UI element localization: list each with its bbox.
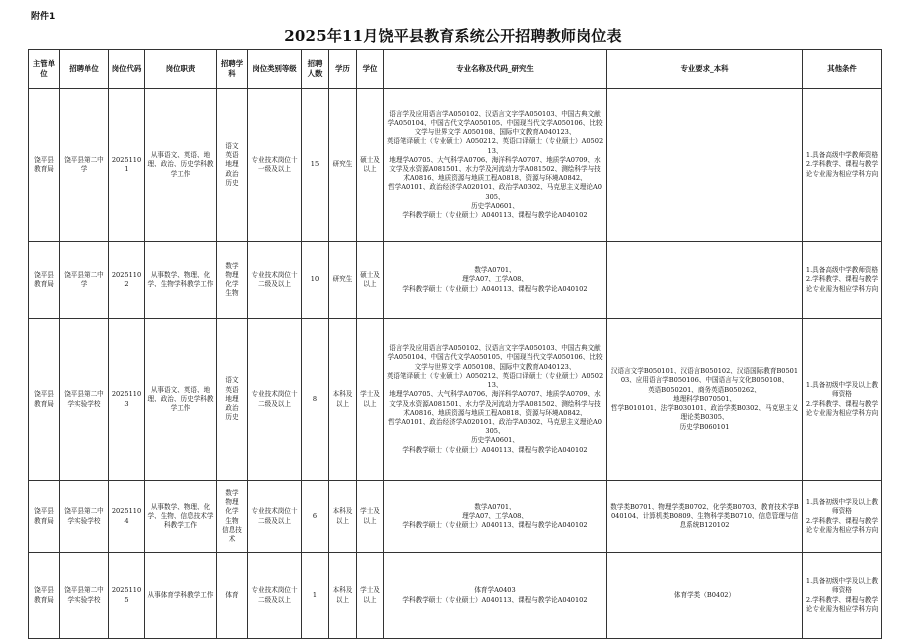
cell-degree: 硕士及以上 xyxy=(357,89,384,242)
cell-dept: 饶平县教育局 xyxy=(29,553,60,639)
cell-level: 专业技术岗位十二级及以上 xyxy=(248,553,302,639)
cell-count: 15 xyxy=(302,89,329,242)
cell-level: 专业技术岗位十二级及以上 xyxy=(248,242,302,319)
cell-edu: 研究生 xyxy=(329,242,357,319)
cell-grad-major: 数学A0701、 理学A07、工学A08、 学科教学硕士（专业硕士）A040113、课程与教学论A040102 xyxy=(384,481,607,553)
cell-level: 专业技术岗位十二级及以上 xyxy=(248,319,302,481)
table-row xyxy=(29,242,882,319)
cell-level: 专业技术岗位十二级及以上 xyxy=(248,481,302,553)
cell-dept: 饶平县教育局 xyxy=(29,481,60,553)
cell-other: 1.具备初级中学及以上教师资格 2.学科教学、课程与教学论专业需为相应学科方向 xyxy=(803,319,882,481)
cell-dept: 饶平县教育局 xyxy=(29,319,60,481)
cell-subject: 语文 英语 地理 政治 历史 xyxy=(217,89,248,242)
header-other: 其他条件 xyxy=(803,50,882,89)
cell-other: 1.具备初级中学及以上教师资格 2.学科教学、课程与教学论专业需为相应学科方向 xyxy=(803,553,882,639)
cell-count: 10 xyxy=(302,242,329,319)
table-row xyxy=(29,319,882,481)
cell-subject: 体育 xyxy=(217,553,248,639)
cell-count: 1 xyxy=(302,553,329,639)
cell-ug-major xyxy=(607,242,803,319)
cell-count: 6 xyxy=(302,481,329,553)
cell-subject: 数学 物理 化学 生物 xyxy=(217,242,248,319)
cell-grad-major: 语言学及应用语言学A050102、汉语言文字学A050103、中国古典文献学A050104、中国古代文学A050105、中国现当代文学A050106、比较文学与世界文学 A050108、国际中文教育A040123、 英语笔译硕士（专业硕士）A050212、英语口译硕士（专业硕士）A050213、 地理学A0705、大气科学A0706、海洋科学A0707、地质学A0709、水文学及水资源A081501、水力学及河流动力学A081502、测绘科学与技术A0816、地质资源与地质工程A0818、资源与环境A0842、 哲学A0101、政治经济学A020101、政治学A0302、马克思主义理论A0305、 历史学A0601、 学科教学硕士（专业硕士）A040113、课程与教学论A040102 xyxy=(384,319,607,481)
cell-degree: 学士及以上 xyxy=(357,319,384,481)
cell-dept: 饶平县教育局 xyxy=(29,89,60,242)
header-edu: 学历 xyxy=(329,50,357,89)
header-count: 招聘人数 xyxy=(302,50,329,89)
cell-duty: 从事数学、物理、化学、生物、信息技术学科教学工作 xyxy=(145,481,217,553)
cell-code: 20251104 xyxy=(109,481,145,553)
cell-unit: 饶平县第二中学实验学校 xyxy=(60,481,109,553)
header-level: 岗位类别等级 xyxy=(248,50,302,89)
cell-other: 1.具备高级中学教师资格 2.学科教学、课程与教学论专业需为相应学科方向 xyxy=(803,242,882,319)
cell-degree: 学士及以上 xyxy=(357,553,384,639)
header-subject: 招聘学科 xyxy=(217,50,248,89)
cell-grad-major: 语言学及应用语言学A050102、汉语言文字学A050103、中国古典文献学A050104、中国古代文学A050105、中国现当代文学A050106、比较文学与世界文学 A050108、国际中文教育A040123、 英语笔译硕士（专业硕士）A050212、英语口译硕士（专业硕士）A050213、 地理学A0705、大气科学A0706、海洋科学A0707、地质学A0709、水文学及水资源A081501、水力学及河流动力学A081502、测绘科学与技术A0816、地质资源与地质工程A0818、资源与环境A0842、 哲学A0101、政治经济学A020101、政治学A0302、马克思主义理论A0305、 历史学A0601、 学科教学硕士（专业硕士）A040113、课程与教学论A040102 xyxy=(384,89,607,242)
cell-edu: 本科及以上 xyxy=(329,319,357,481)
cell-ug-major xyxy=(607,89,803,242)
page-title: 2025年11月饶平县教育系统公开招聘教师岗位表 xyxy=(284,27,622,45)
cell-degree: 学士及以上 xyxy=(357,481,384,553)
cell-code: 20251103 xyxy=(109,319,145,481)
cell-code: 20251102 xyxy=(109,242,145,319)
cell-duty: 从事语文、英语、地理、政治、历史学科教学工作 xyxy=(145,319,217,481)
header-dept: 主管单位 xyxy=(29,50,60,89)
table-row xyxy=(29,553,882,639)
cell-unit: 饶平县第二中学实验学校 xyxy=(60,553,109,639)
cell-dept: 饶平县教育局 xyxy=(29,242,60,319)
attachment-label: 附件1 xyxy=(31,12,56,22)
table-row xyxy=(29,89,882,242)
cell-duty: 从事数学、物理、化学、生物学科教学工作 xyxy=(145,242,217,319)
cell-count: 8 xyxy=(302,319,329,481)
cell-unit: 饶平县第二中学实验学校 xyxy=(60,319,109,481)
cell-duty: 从事体育学科教学工作 xyxy=(145,553,217,639)
cell-other: 1.具备高级中学教师资格 2.学科教学、课程与教学论专业需为相应学科方向 xyxy=(803,89,882,242)
cell-code: 20251105 xyxy=(109,553,145,639)
cell-grad-major: 体育学A0403 学科教学硕士（专业硕士）A040113、课程与教学论A040102 xyxy=(384,553,607,639)
cell-ug-major: 数学类B0701、物理学类B0702、化学类B0703、教育技术学B040104、计算机类B0809、生物科学类B0710、信息管理与信息系统B120102 xyxy=(607,481,803,553)
cell-grad-major: 数学A0701、 理学A07、工学A08、 学科教学硕士（专业硕士）A040113、课程与教学论A040102 xyxy=(384,242,607,319)
cell-ug-major: 汉语言文学B050101、汉语言B050102、汉语国际教育B050103、应用语言学B050106、中国语言与文化B050108、 英语B050201、商务英语B050262、 地理科学B070501、 哲学B010101、法学B030101、政治学类B0302、马克思主义理论类B0305、 历史学B060101 xyxy=(607,319,803,481)
header-grad-major: 专业名称及代码_研究生 xyxy=(384,50,607,89)
recruitment-table xyxy=(28,49,882,639)
cell-edu: 研究生 xyxy=(329,89,357,242)
cell-unit: 饶平县第二中学 xyxy=(60,89,109,242)
header-degree: 学位 xyxy=(357,50,384,89)
cell-duty: 从事语文、英语、地理、政治、历史学科教学工作 xyxy=(145,89,217,242)
cell-degree: 硕士及以上 xyxy=(357,242,384,319)
cell-code: 20251101 xyxy=(109,89,145,242)
cell-edu: 本科及以上 xyxy=(329,481,357,553)
cell-subject: 数学 物理 化学 生物 信息技术 xyxy=(217,481,248,553)
header-code: 岗位代码 xyxy=(109,50,145,89)
header-unit: 招聘单位 xyxy=(60,50,109,89)
cell-level: 专业技术岗位十一级及以上 xyxy=(248,89,302,242)
table-row xyxy=(29,481,882,553)
cell-ug-major: 体育学类（B0402） xyxy=(607,553,803,639)
cell-unit: 饶平县第二中学 xyxy=(60,242,109,319)
cell-edu: 本科及以上 xyxy=(329,553,357,639)
header-row xyxy=(29,50,882,89)
header-ug-major: 专业要求_本科 xyxy=(607,50,803,89)
cell-subject: 语文 英语 地理 政治 历史 xyxy=(217,319,248,481)
cell-other: 1.具备初级中学及以上教师资格 2.学科教学、课程与教学论专业需为相应学科方向 xyxy=(803,481,882,553)
header-duty: 岗位职责 xyxy=(145,50,217,89)
